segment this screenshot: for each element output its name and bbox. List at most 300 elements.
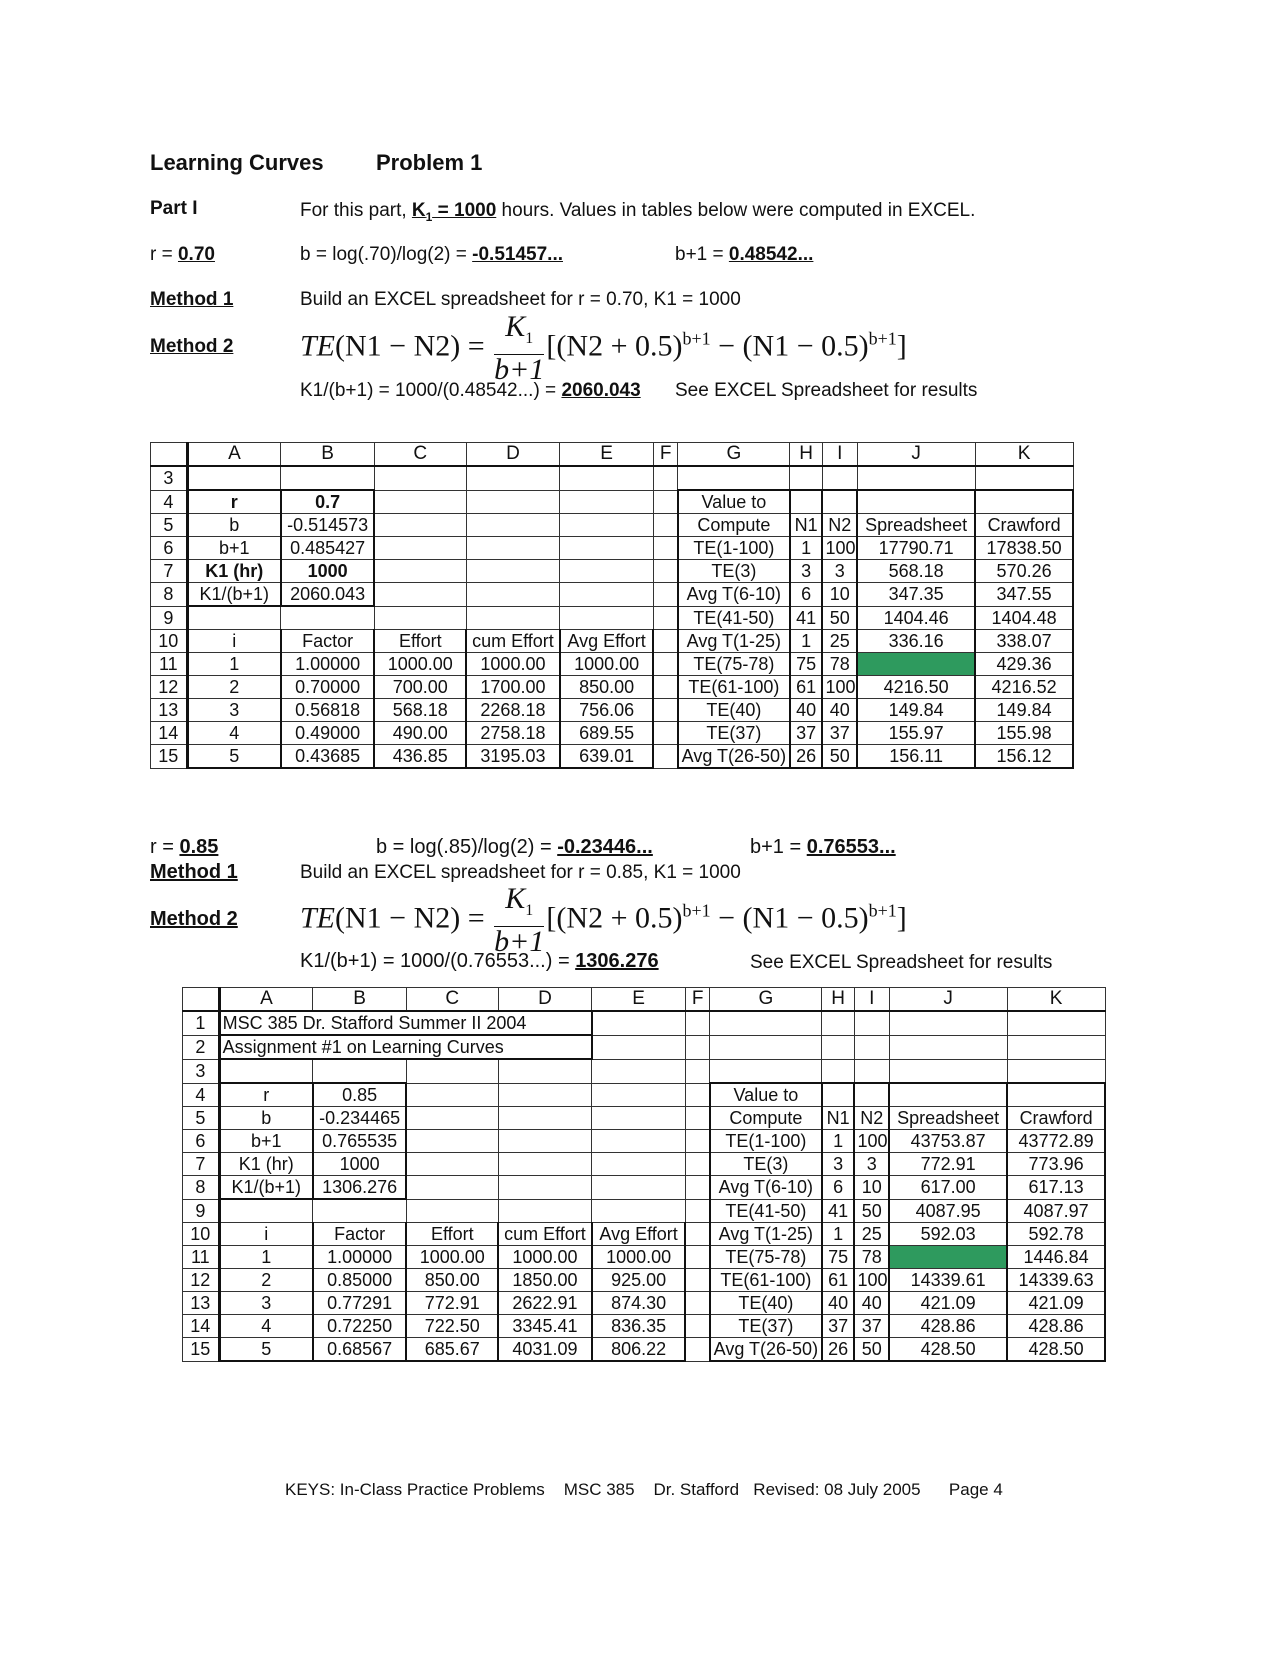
- table-cell: 3: [187, 699, 281, 722]
- row-number: 10: [183, 1223, 220, 1246]
- table-cell: [374, 583, 466, 607]
- table-row: [151, 722, 1074, 745]
- table-cell: [653, 630, 677, 653]
- table-cell: 1: [790, 537, 823, 560]
- table-row: [183, 1011, 1106, 1035]
- table-cell: 3: [822, 560, 857, 583]
- table-cell: [219, 1059, 313, 1083]
- method1-label-1: Method 1: [150, 289, 234, 310]
- table-cell: [653, 606, 677, 630]
- table-cell: 100: [822, 676, 857, 699]
- table-cell: 50: [822, 606, 857, 630]
- table-row: [183, 1130, 1106, 1153]
- table-cell: [854, 1083, 889, 1107]
- table-cell: [406, 1153, 498, 1176]
- table-cell: 338.07: [975, 630, 1073, 653]
- table-cell: K1/(b+1): [187, 583, 281, 607]
- learning-curve-formula-1: TE(N1 − N2) = $\frac{K_1}{b+1}$ $[(N2 + 0.5)^{b+1} - (N1 - 0.5)^{b+1}]$: [300, 310, 907, 386]
- table-cell: cum Effort: [498, 1223, 592, 1246]
- table-cell: [685, 1199, 709, 1223]
- table-cell: 1850.00: [498, 1269, 592, 1292]
- table-row: [151, 490, 1074, 514]
- table-cell: 421.09: [1007, 1292, 1105, 1315]
- table-cell: 26: [790, 745, 823, 769]
- table-cell: 568.18: [857, 560, 975, 583]
- table-cell: [653, 537, 677, 560]
- table-cell: 617.00: [889, 1176, 1007, 1200]
- see-text-2: See EXCEL Spreadsheet for results: [750, 952, 1053, 973]
- table-cell: 40: [822, 699, 857, 722]
- column-header-row: [183, 988, 1106, 1012]
- table-cell: 1404.46: [857, 606, 975, 630]
- table-cell: N1: [822, 1107, 855, 1130]
- table-cell: 25: [822, 630, 857, 653]
- table-cell: [822, 466, 857, 490]
- table-cell: 428.86: [889, 1315, 1007, 1338]
- table-cell: 428.50: [1007, 1338, 1105, 1362]
- table-cell: 772.91: [406, 1292, 498, 1315]
- table-cell: [592, 1153, 686, 1176]
- table-row: [183, 1315, 1106, 1338]
- method1-label-2: Method 1: [150, 861, 238, 883]
- table-cell: Effort: [374, 630, 466, 653]
- table-cell: TE(3): [710, 1153, 822, 1176]
- table-cell: 40: [822, 1292, 855, 1315]
- table-cell: 1446.84: [1007, 1246, 1105, 1269]
- table-row: [151, 653, 1074, 676]
- table-cell: cum Effort: [466, 630, 560, 653]
- table-cell: K1 (hr): [187, 560, 281, 583]
- column-header-k: K: [975, 443, 1073, 467]
- table-cell: 6: [822, 1176, 855, 1200]
- table-cell: TE(75-78): [710, 1246, 822, 1269]
- table-cell: [592, 1059, 686, 1083]
- table-cell: [653, 722, 677, 745]
- table-cell: 156.11: [857, 745, 975, 769]
- table-cell: [219, 1199, 313, 1223]
- table-cell: 1: [790, 630, 823, 653]
- table-cell: Avg T(1-25): [710, 1223, 822, 1246]
- table-cell: [498, 1107, 592, 1130]
- column-header-row: [151, 443, 1074, 467]
- spreadsheet-r070: [150, 442, 1074, 769]
- column-header-g: G: [710, 988, 822, 1012]
- r-value-1: r = 0.70: [150, 244, 215, 265]
- row-number: 15: [151, 745, 188, 769]
- table-cell: Avg Effort: [560, 630, 654, 653]
- table-cell: [1007, 1035, 1105, 1059]
- table-cell: [466, 466, 560, 490]
- table-cell: 61: [822, 1269, 855, 1292]
- table-cell: 1: [822, 1130, 855, 1153]
- table-cell: 100: [854, 1269, 889, 1292]
- table-cell: 14339.61: [889, 1269, 1007, 1292]
- table-cell: [685, 1176, 709, 1200]
- table-cell: 0.485427: [281, 537, 375, 560]
- table-cell: 50: [854, 1338, 889, 1362]
- k1b-text-1: K1/(b+1) = 1000/(0.48542...) = 2060.043: [300, 380, 641, 401]
- column-header-k: K: [1007, 988, 1105, 1012]
- table-cell: [560, 560, 654, 583]
- row-number: 11: [183, 1246, 220, 1269]
- table-row: [183, 1269, 1106, 1292]
- table-cell: 78: [822, 653, 857, 676]
- table-cell: 0.7: [281, 490, 375, 514]
- table-cell: 4: [219, 1315, 313, 1338]
- table-cell: [685, 1223, 709, 1246]
- table-cell: 685.67: [406, 1338, 498, 1362]
- table-row: [183, 1199, 1106, 1223]
- table-cell: [822, 1083, 855, 1107]
- table-cell: Compute: [710, 1107, 822, 1130]
- row-number: 6: [183, 1130, 220, 1153]
- table-cell: 3: [854, 1153, 889, 1176]
- table-cell: TE(37): [678, 722, 790, 745]
- table-cell: 1000.00: [406, 1246, 498, 1269]
- table-cell: 4216.50: [857, 676, 975, 699]
- table-row: [183, 1083, 1106, 1107]
- table-cell: [857, 466, 975, 490]
- k1b-text-2: K1/(b+1) = 1000/(0.76553...) = 1306.276: [300, 950, 659, 972]
- table-cell: [187, 606, 281, 630]
- table-cell: 0.56818: [281, 699, 375, 722]
- table-cell: 4087.95: [889, 1199, 1007, 1223]
- table-cell: Value to: [710, 1083, 822, 1107]
- table-cell: [498, 1199, 592, 1223]
- table-cell: b+1: [219, 1130, 313, 1153]
- table-cell: 689.55: [560, 722, 654, 745]
- table-cell: 1000.00: [498, 1246, 592, 1269]
- table-cell: 428.86: [1007, 1315, 1105, 1338]
- table-row: [183, 1338, 1106, 1362]
- table-cell: [560, 514, 654, 537]
- table-cell: [975, 466, 1073, 490]
- table-cell: [281, 606, 375, 630]
- table-cell: Factor: [313, 1223, 407, 1246]
- table-cell: [653, 653, 677, 676]
- table-cell: [889, 1011, 1007, 1035]
- table-cell: [685, 1292, 709, 1315]
- table-cell: [560, 606, 654, 630]
- row-number: 7: [183, 1153, 220, 1176]
- table-cell: [653, 466, 677, 490]
- table-cell: TE(1-100): [710, 1130, 822, 1153]
- column-header-a: A: [187, 443, 281, 467]
- column-header-f: F: [653, 443, 677, 467]
- row-number: 9: [183, 1199, 220, 1223]
- table-cell: 5: [219, 1338, 313, 1362]
- table-cell: [374, 490, 466, 514]
- table-cell: 4087.97: [1007, 1199, 1105, 1223]
- table-cell: [374, 514, 466, 537]
- table-cell: TE(75-78): [678, 653, 790, 676]
- column-header-i: I: [822, 443, 857, 467]
- row-number: 15: [183, 1338, 220, 1362]
- table-cell: 836.35: [592, 1315, 686, 1338]
- table-cell: i: [219, 1223, 313, 1246]
- table-cell: 850.00: [560, 676, 654, 699]
- table-cell: 336.16: [857, 630, 975, 653]
- column-header-h: H: [790, 443, 823, 467]
- column-header-j: J: [857, 443, 975, 467]
- table-cell: 347.35: [857, 583, 975, 607]
- table-cell: [498, 1083, 592, 1107]
- b-value-1: b = log(.70)/log(2) = -0.51457...: [300, 244, 563, 265]
- table-cell: [374, 560, 466, 583]
- table-cell: [685, 1153, 709, 1176]
- table-cell: 6: [790, 583, 823, 607]
- table-cell: 0.49000: [281, 722, 375, 745]
- table-cell: 1000.00: [560, 653, 654, 676]
- table-cell: TE(61-100): [710, 1269, 822, 1292]
- corner-cell: [151, 443, 188, 467]
- table-cell: [685, 1315, 709, 1338]
- table-cell: [466, 606, 560, 630]
- table-row: [183, 1246, 1106, 1269]
- table-cell: TE(40): [710, 1292, 822, 1315]
- row-number: 5: [183, 1107, 220, 1130]
- table-cell: 17790.71: [857, 537, 975, 560]
- table-cell: 1000: [281, 560, 375, 583]
- table-cell: [374, 606, 466, 630]
- column-header-d: D: [466, 443, 560, 467]
- table-cell: 1000.00: [374, 653, 466, 676]
- table-cell: 1000.00: [592, 1246, 686, 1269]
- row-number: 4: [151, 490, 188, 514]
- table-cell: b: [219, 1107, 313, 1130]
- table-cell: [560, 490, 654, 514]
- table-cell: N2: [854, 1107, 889, 1130]
- table-cell: Avg T(26-50): [678, 745, 790, 769]
- table-cell: Crawford: [1007, 1107, 1105, 1130]
- table-cell: 43753.87: [889, 1130, 1007, 1153]
- table-cell: [466, 514, 560, 537]
- table-cell: [889, 1059, 1007, 1083]
- table-cell: [374, 466, 466, 490]
- column-header-c: C: [374, 443, 466, 467]
- part1-intro: For this part, $K_1 = 1000$ hours. Values in tables below were computed in EXCEL.: [300, 200, 976, 224]
- table-row: [151, 560, 1074, 583]
- table-cell: 490.00: [374, 722, 466, 745]
- method2-label-2: Method 2: [150, 908, 238, 930]
- table-cell: 37: [822, 722, 857, 745]
- table-row: [151, 466, 1074, 490]
- table-cell: [313, 1199, 407, 1223]
- table-cell: 75: [822, 1246, 855, 1269]
- table-cell: 592.78: [1007, 1223, 1105, 1246]
- table-cell: [685, 1035, 709, 1059]
- table-cell: 43772.89: [1007, 1130, 1105, 1153]
- table-cell: r: [187, 490, 281, 514]
- highlighted-cell: [857, 653, 975, 676]
- banner-cell: Assignment #1 on Learning Curves: [219, 1035, 592, 1059]
- spreadsheet-r085: [182, 987, 1106, 1362]
- highlighted-cell: [889, 1246, 1007, 1269]
- table-cell: 428.50: [889, 1338, 1007, 1362]
- table-cell: 1.00000: [281, 653, 375, 676]
- table-cell: Avg T(26-50): [710, 1338, 822, 1362]
- table-cell: 10: [854, 1176, 889, 1200]
- table-row: [151, 606, 1074, 630]
- table-cell: Avg T(6-10): [678, 583, 790, 607]
- row-number: 12: [151, 676, 188, 699]
- table-cell: [1007, 1011, 1105, 1035]
- table-cell: 0.765535: [313, 1130, 407, 1153]
- learning-curve-formula-2: TE(N1 − N2) = $\frac{K_1}{b+1}$ $[(N2 + 0.5)^{b+1} - (N1 - 0.5)^{b+1}]$: [300, 882, 907, 958]
- table-cell: 3195.03: [466, 745, 560, 769]
- table-cell: N1: [790, 514, 823, 537]
- table-cell: 0.85000: [313, 1269, 407, 1292]
- column-header-i: I: [854, 988, 889, 1012]
- table-cell: -0.514573: [281, 514, 375, 537]
- table-row: [183, 1153, 1106, 1176]
- table-cell: [374, 537, 466, 560]
- column-header-e: E: [592, 988, 686, 1012]
- table-cell: 1306.276: [313, 1176, 407, 1200]
- column-header-b: B: [281, 443, 375, 467]
- table-cell: [466, 490, 560, 514]
- table-cell: TE(61-100): [678, 676, 790, 699]
- table-cell: [685, 1246, 709, 1269]
- table-cell: [889, 1035, 1007, 1059]
- table-cell: [653, 676, 677, 699]
- table-cell: 155.97: [857, 722, 975, 745]
- table-cell: Spreadsheet: [857, 514, 975, 537]
- problem-title: Problem 1: [376, 150, 483, 175]
- table-cell: 925.00: [592, 1269, 686, 1292]
- table-row: [183, 1223, 1106, 1246]
- table-cell: 17838.50: [975, 537, 1073, 560]
- table-cell: [560, 537, 654, 560]
- column-header-b: B: [313, 988, 407, 1012]
- table-cell: [653, 583, 677, 607]
- table-cell: [790, 490, 823, 514]
- table-cell: [592, 1199, 686, 1223]
- table-cell: [653, 490, 677, 514]
- method2-label-1: Method 2: [150, 336, 234, 357]
- row-number: 13: [151, 699, 188, 722]
- table-cell: [406, 1059, 498, 1083]
- table-cell: 37: [790, 722, 823, 745]
- table-cell: [685, 1107, 709, 1130]
- table-cell: -0.234465: [313, 1107, 407, 1130]
- table-cell: 2: [187, 676, 281, 699]
- table-cell: [406, 1083, 498, 1107]
- table-cell: 772.91: [889, 1153, 1007, 1176]
- table-row: [183, 1292, 1106, 1315]
- table-row: [151, 699, 1074, 722]
- table-cell: 2268.18: [466, 699, 560, 722]
- table-cell: TE(41-50): [678, 606, 790, 630]
- column-header-e: E: [560, 443, 654, 467]
- table-cell: 722.50: [406, 1315, 498, 1338]
- table-cell: 4: [187, 722, 281, 745]
- table-cell: 1: [822, 1223, 855, 1246]
- table-cell: [498, 1130, 592, 1153]
- table-cell: [678, 466, 790, 490]
- table-cell: b: [187, 514, 281, 537]
- table-cell: Avg Effort: [592, 1223, 686, 1246]
- table-cell: [653, 745, 677, 769]
- table-cell: [1007, 1083, 1105, 1107]
- table-cell: 1: [219, 1246, 313, 1269]
- table-cell: [822, 490, 857, 514]
- row-number: 2: [183, 1035, 220, 1059]
- table-cell: N2: [822, 514, 857, 537]
- table-cell: [498, 1153, 592, 1176]
- table-cell: [406, 1199, 498, 1223]
- table-cell: Compute: [678, 514, 790, 537]
- table-cell: 61: [790, 676, 823, 699]
- table-cell: [710, 1059, 822, 1083]
- table-cell: 421.09: [889, 1292, 1007, 1315]
- table-cell: [822, 1035, 855, 1059]
- table-cell: [653, 514, 677, 537]
- table-cell: 773.96: [1007, 1153, 1105, 1176]
- table-cell: Crawford: [975, 514, 1073, 537]
- row-number: 14: [183, 1315, 220, 1338]
- table-cell: 149.84: [857, 699, 975, 722]
- table-row: [151, 630, 1074, 653]
- table-cell: 50: [822, 745, 857, 769]
- row-number: 1: [183, 1011, 220, 1035]
- column-header-j: J: [889, 988, 1007, 1012]
- table-row: [183, 1035, 1106, 1059]
- column-header-a: A: [219, 988, 313, 1012]
- method1-text-2: Build an EXCEL spreadsheet for r = 0.85, K1 = 1000: [300, 862, 741, 883]
- table-cell: 40: [790, 699, 823, 722]
- table-cell: K1 (hr): [219, 1153, 313, 1176]
- table-cell: 1404.48: [975, 606, 1073, 630]
- table-cell: [854, 1011, 889, 1035]
- table-cell: 639.01: [560, 745, 654, 769]
- table-cell: 874.30: [592, 1292, 686, 1315]
- table-cell: 10: [822, 583, 857, 607]
- table-cell: 3: [790, 560, 823, 583]
- table-cell: 1: [187, 653, 281, 676]
- table-cell: 1000: [313, 1153, 407, 1176]
- table-cell: 50: [854, 1199, 889, 1223]
- row-number: 6: [151, 537, 188, 560]
- table-cell: 1700.00: [466, 676, 560, 699]
- table-cell: 37: [854, 1315, 889, 1338]
- table-cell: 100: [854, 1130, 889, 1153]
- table-cell: [685, 1130, 709, 1153]
- table-cell: 155.98: [975, 722, 1073, 745]
- table-cell: [685, 1338, 709, 1362]
- table-cell: 1.00000: [313, 1246, 407, 1269]
- table-row: [151, 745, 1074, 769]
- table-cell: [498, 1176, 592, 1200]
- table-cell: 347.55: [975, 583, 1073, 607]
- table-cell: 75: [790, 653, 823, 676]
- table-row: [183, 1107, 1106, 1130]
- table-cell: 41: [790, 606, 823, 630]
- table-cell: [466, 560, 560, 583]
- table-cell: i: [187, 630, 281, 653]
- table-cell: [685, 1011, 709, 1035]
- table-cell: Avg T(1-25): [678, 630, 790, 653]
- table-cell: [187, 466, 281, 490]
- table-cell: 26: [822, 1338, 855, 1362]
- table-row: [183, 1176, 1106, 1200]
- table-cell: [406, 1176, 498, 1200]
- table-cell: 850.00: [406, 1269, 498, 1292]
- table-cell: 0.85: [313, 1083, 407, 1107]
- page-title: Learning Curves: [150, 150, 324, 175]
- table-cell: r: [219, 1083, 313, 1107]
- table-cell: [592, 1011, 686, 1035]
